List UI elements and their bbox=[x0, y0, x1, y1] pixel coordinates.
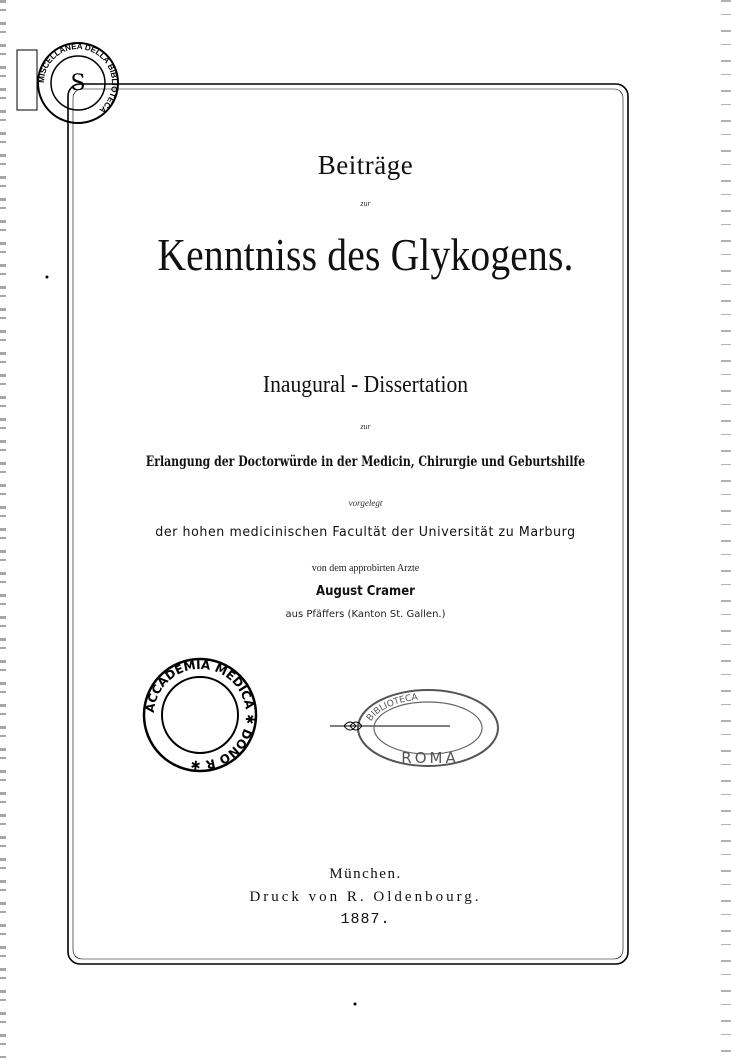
library-stamp-center: S bbox=[70, 71, 86, 96]
roma-stamp-ring-text: BIBLIOTECA bbox=[365, 692, 419, 724]
faculty-line: der hohen medicinischen Facultät der Universität zu Marburg bbox=[155, 525, 576, 540]
degree-line: Erlangung der Doctorwürde in der Medicin, Chirurgie und Geburtshilfe bbox=[145, 454, 586, 470]
by-line: von dem approbirten Arzte bbox=[311, 563, 420, 574]
author-name: August Cramer bbox=[316, 584, 415, 599]
academy-stamp-ring-text: ACCADEMIA MEDICA ✱ DONO R ✱ bbox=[142, 657, 258, 773]
dissertation-type: Inaugural - Dissertation bbox=[262, 372, 469, 398]
library-stamp-ring-text: MISCELLANEA DELLA BIBLIOTECA bbox=[36, 41, 120, 115]
connector-zur-2: zur bbox=[360, 422, 371, 431]
academy-stamp bbox=[140, 655, 260, 775]
roma-stamp-center: ROMA bbox=[401, 749, 459, 767]
pre-title: Beiträge bbox=[317, 150, 414, 180]
author-origin: aus Pfäffers (Kanton St. Gallen.) bbox=[285, 609, 446, 620]
presented-label: vorgelegt bbox=[348, 498, 383, 508]
main-title: Kenntniss des Glykogens. bbox=[157, 229, 574, 280]
imprint-printer: Druck von R. Oldenbourg. bbox=[249, 889, 482, 905]
connector-zur-1: zur bbox=[360, 199, 371, 208]
imprint-city: München. bbox=[329, 866, 402, 882]
roma-stamp bbox=[338, 683, 508, 778]
library-stamp bbox=[16, 38, 136, 128]
imprint-year: 1887. bbox=[340, 911, 391, 928]
